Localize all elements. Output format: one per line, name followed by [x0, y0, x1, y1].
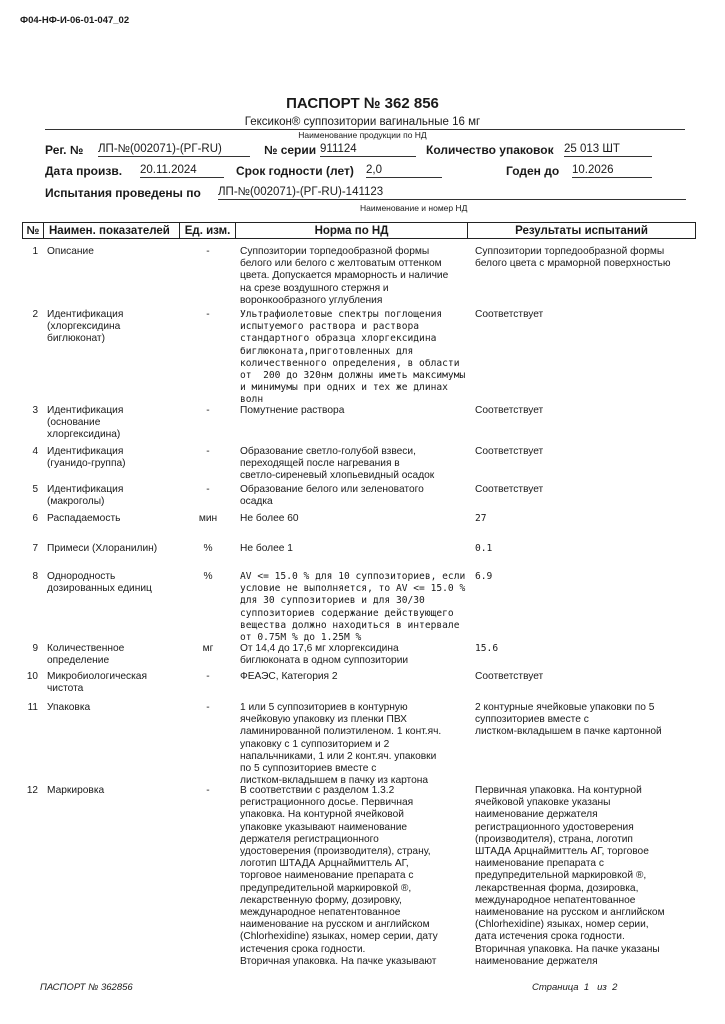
row-parameter-name: Описание	[47, 246, 94, 257]
passport-title: ПАСПОРТ № 362 856	[286, 95, 439, 112]
row-norm: Образование белого или зеленоватого осадка	[240, 484, 424, 508]
row-unit: %	[203, 571, 213, 582]
row-number: 12	[26, 785, 38, 796]
row-number: 4	[32, 446, 38, 457]
row-parameter-name: Упаковка	[47, 702, 91, 713]
row-result: 0.1	[475, 543, 493, 554]
row-result: Соответствует	[475, 405, 544, 416]
row-unit: -	[206, 702, 210, 713]
row-norm: От 14,4 до 17,6 мг хлоргексидина биглюконата в одном суппозитории	[240, 643, 409, 667]
row-norm: В соответствии с разделом 1.3.2 регистрационного досье. Первичная упаковка. На контурной ячейковой упаковке указывают наименование держателя регистрационного удостоверения (производителя), страну, логотип ШТАДА Арцнаймиттель АГ, торговое наименование препарата с предупредительной маркировкой ®, лекарственную форму, дозировку, международное непатентованное наименование на русском и английском (Chlorhexidine) языках, номер серии, дату истечения срока годности. Вторичная упаковка. На пачке указывают	[240, 785, 438, 967]
series-value: 911124	[320, 143, 416, 157]
row-unit: -	[206, 446, 210, 457]
row-unit: -	[206, 484, 210, 495]
row-parameter-name: Микробиологическая чистота	[47, 671, 147, 695]
row-norm: Ультрафиолетовые спектры поглощения испытуемого раствора и раствора стандартного образца хлоргексидина биглюконата,приготовленных для количественного определения, в области от 200 до 320нм должны иметь максимумы и минимумы при одних и тех же длинах волн	[240, 309, 466, 406]
row-norm: 1 или 5 суппозиториев в контурную ячейковую упаковку из пленки ПВХ ламинированной полиэтиленом. 1 конт.яч. упаковку с 1 суппозиторием и 2 напальчниками, 1 или 2 конт.яч. упаковки по 5 суппозиториев вместе с листком-вкладышем в пачку из картона	[240, 702, 442, 787]
row-parameter-name: Идентификация (хлоргексидина биглюконат)	[47, 309, 124, 345]
footer-page-indicator	[532, 982, 617, 993]
row-result: 15.6	[475, 643, 499, 654]
row-result: Соответствует	[475, 309, 544, 320]
row-result: Соответствует	[475, 671, 544, 682]
header-name: Наимен. показателей	[43, 222, 180, 239]
row-unit: -	[206, 309, 210, 320]
header-norm: Норма по НД	[235, 222, 468, 239]
row-parameter-name: Идентификация (основание хлоргексидина)	[47, 405, 124, 441]
row-unit: -	[206, 405, 210, 416]
shelf-life-label: Срок годности (лет)	[236, 164, 354, 178]
row-norm: ФЕАЭС, Категория 2	[240, 671, 338, 682]
footer-page-number: 1	[583, 982, 590, 993]
row-number: 3	[32, 405, 38, 416]
product-caption: Наименование продукции по НД	[298, 130, 427, 140]
row-result: Суппозитории торпедообразной формы белого цвета с мраморной поверхностью	[475, 246, 671, 270]
row-number: 2	[32, 309, 38, 320]
row-result: Соответствует	[475, 446, 544, 457]
row-parameter-name: Идентификация (макроголы)	[47, 484, 124, 508]
series-label: № серии	[264, 143, 317, 157]
shelf-life-value: 2,0	[366, 164, 442, 178]
header-number: №	[22, 222, 44, 239]
row-number: 5	[32, 484, 38, 495]
row-number: 8	[32, 571, 38, 582]
product-name: Гексикон® суппозитории вагинальные 16 мг	[244, 116, 481, 128]
valid-until-label: Годен до	[506, 164, 560, 178]
row-unit: -	[206, 785, 210, 796]
row-result: Соответствует	[475, 484, 544, 495]
row-norm: Не более 1	[240, 543, 293, 554]
header-result: Результаты испытаний	[467, 222, 696, 239]
row-number: 1	[32, 246, 38, 257]
reg-value: ЛП-№(002071)-(РГ-RU)	[98, 143, 250, 157]
row-parameter-name: Количественное определение	[47, 643, 125, 667]
footer-of: из	[597, 982, 607, 993]
production-date-label: Дата произв.	[45, 164, 123, 178]
row-number: 9	[32, 643, 38, 654]
footer-page-label: Страница	[532, 982, 579, 993]
row-result: 6.9	[475, 571, 493, 582]
document-code: Ф04-НФ-И-06-01-047_02	[20, 15, 130, 26]
row-norm: Помутнение раствора	[240, 405, 345, 416]
row-result: Первичная упаковка. На контурной ячейковой упаковке указаны наименование держателя регистрационного удостоверения (производителя), страна, логотип ШТАДА Арцнаймиттель АГ, торговое наименование препарата с предупредительной маркировкой ®, лекарственная форма, дозировка, международное непатентованное наименование на русском и английском (Chlorhexidine) языках, номер серии, дата истечения срока годности. Вторичная упаковка. На пачке указаны наименование держателя	[475, 785, 665, 967]
quantity-label: Количество упаковок	[426, 143, 554, 157]
valid-until-value: 10.2026	[572, 164, 652, 178]
tests-label: Испытания проведены по	[45, 186, 201, 200]
row-unit: мин	[198, 513, 218, 524]
row-parameter-name: Однородность дозированных единиц	[47, 571, 152, 595]
row-number: 11	[27, 702, 38, 713]
row-parameter-name: Маркировка	[47, 785, 105, 796]
quantity-value: 25 013 ШТ	[564, 143, 652, 157]
reg-label: Рег. №	[45, 143, 84, 157]
tests-value: ЛП-№(002071)-(РГ-RU)-141123	[218, 186, 686, 200]
footer-total-pages: 2	[612, 982, 618, 993]
header-unit: Ед. изм.	[179, 222, 236, 239]
row-unit: -	[206, 671, 210, 682]
row-unit: мг	[202, 643, 214, 654]
row-parameter-name: Распадаемость	[47, 513, 121, 524]
row-norm: Не более 60	[240, 513, 299, 524]
row-norm: Суппозитории торпедообразной формы белого или белого с желтоватым оттенком цвета. Допускается мраморность и наличие на срезе воздушного стержня и воронкообразного углубления	[240, 246, 449, 306]
row-number: 7	[32, 543, 38, 554]
row-result: 2 контурные ячейковые упаковки по 5 суппозиториев вместе с листком-вкладышем в пачке картонной	[475, 702, 662, 738]
tests-caption: Наименование и номер НД	[360, 203, 468, 213]
footer-passport: ПАСПОРТ № 362856	[40, 982, 133, 993]
row-norm: Образование светло-голубой взвеси, переходящей после нагревания в светло-сиреневый хлопьевидный осадок	[240, 446, 435, 482]
row-result: 27	[475, 513, 487, 524]
row-number: 6	[32, 513, 38, 524]
row-parameter-name: Примеси (Хлоранилин)	[47, 543, 158, 554]
row-norm: AV <= 15.0 % для 10 суппозиториев, если условие не выполняется, то AV <= 15.0 % для 30 суппозиториев и для 30/30 суппозиториев содержание действующего вещества должно находиться в интервале от 0.75M % до 1.25M %	[240, 571, 466, 644]
production-date-value: 20.11.2024	[140, 164, 224, 178]
row-parameter-name: Идентификация (гуанидо-группа)	[47, 446, 126, 470]
row-unit: -	[206, 246, 210, 257]
row-unit: %	[203, 543, 213, 554]
row-number: 10	[26, 671, 38, 682]
